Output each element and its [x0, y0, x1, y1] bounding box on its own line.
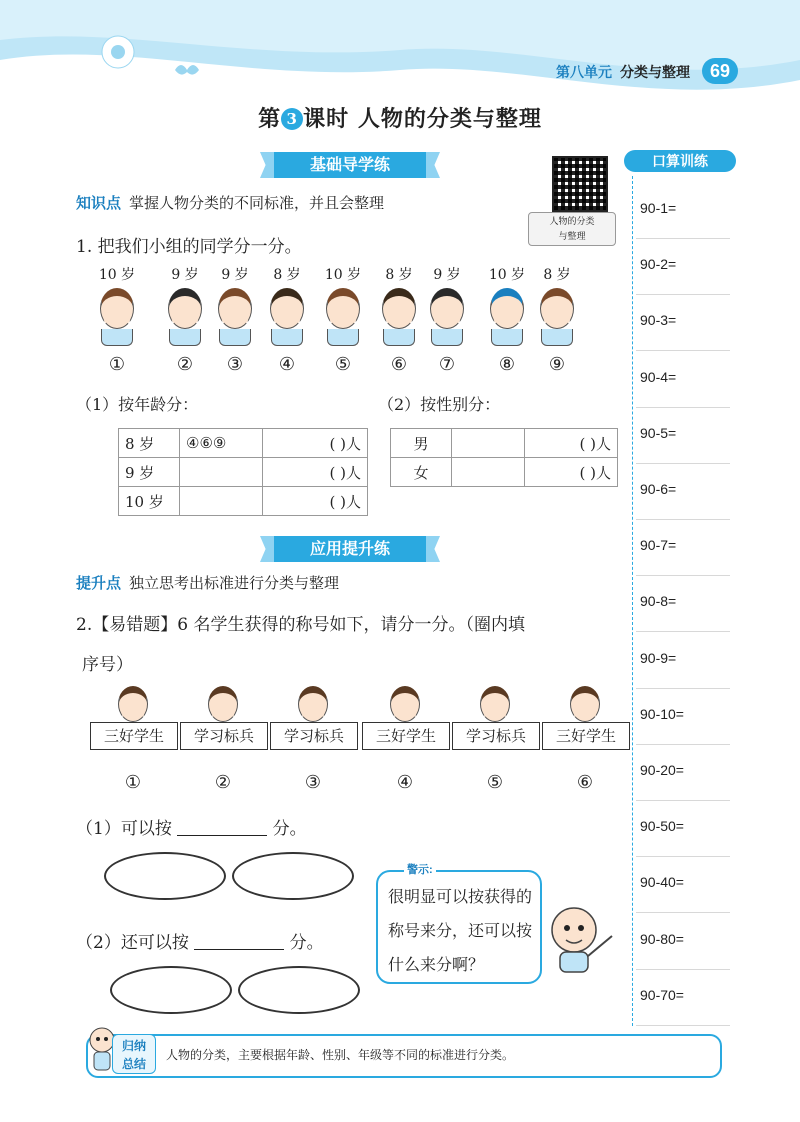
answer-oval-1[interactable] — [104, 852, 226, 900]
student-face-icon — [208, 686, 238, 722]
child-number: ② — [176, 354, 194, 375]
q1-sub1: （1）按年龄分： — [76, 395, 199, 414]
answer-rule — [636, 350, 730, 351]
honor-label: 学习标兵 — [180, 722, 268, 750]
student-figure — [118, 686, 148, 720]
knowledge-point-tag: 知识点 — [76, 195, 122, 212]
page-title — [0, 102, 800, 133]
q2-sub2 — [76, 928, 324, 953]
q2-sub2-suffix: 分。 — [289, 933, 324, 953]
mental-math-item[interactable]: 90-70= — [640, 986, 684, 1003]
gender-count[interactable]: ( )人 — [525, 458, 618, 487]
q1-sub2: （2）按性别分： — [378, 395, 501, 414]
knowledge-point — [76, 192, 384, 213]
student-number: ③ — [304, 772, 322, 793]
answer-rule — [636, 688, 730, 689]
honor-label: 学习标兵 — [452, 722, 540, 750]
honor-label: 三好学生 — [542, 722, 630, 750]
mental-math-item[interactable]: 90-8= — [640, 593, 677, 610]
age-label: 9 岁 — [119, 458, 180, 487]
answer-blank-2[interactable] — [194, 931, 284, 950]
gender-table — [390, 428, 618, 487]
child-figure — [92, 264, 142, 375]
student-number: ⑥ — [576, 772, 594, 793]
title-prefix: 第 — [258, 106, 282, 132]
child-face-icon — [540, 288, 574, 329]
q2-sub2-prefix: （2）还可以按 — [76, 933, 189, 953]
child-figure — [482, 264, 532, 375]
mental-math-item[interactable]: 90-3= — [640, 312, 677, 329]
answer-rule — [636, 800, 730, 801]
gender-row — [391, 458, 618, 487]
summary-tag-line1: 归纳 — [121, 1039, 146, 1053]
child-number: ⑨ — [548, 354, 566, 375]
child-number: ③ — [226, 354, 244, 375]
child-age: 10 岁 — [98, 267, 136, 283]
mental-math-item[interactable]: 90-6= — [640, 481, 677, 497]
question-1-text: 1. 把我们小组的同学分一分。 — [76, 237, 302, 257]
age-table — [118, 428, 368, 516]
unit-topic: 分类与整理 — [620, 65, 690, 81]
question-2-line2: 序号） — [82, 655, 133, 675]
answer-rule — [636, 575, 730, 576]
mental-math-item[interactable]: 90-5= — [640, 424, 677, 441]
mental-math-item[interactable]: 90-80= — [640, 930, 684, 947]
age-members[interactable] — [180, 458, 263, 487]
age-members[interactable] — [180, 487, 263, 516]
mental-math-item[interactable]: 90-7= — [640, 537, 677, 554]
mental-math-item[interactable]: 90-40= — [640, 874, 684, 891]
child-body — [271, 329, 303, 346]
student-number: ① — [124, 772, 142, 793]
child-face-icon — [270, 288, 304, 329]
child-face-icon — [168, 288, 202, 329]
child-age: 9 岁 — [433, 267, 461, 283]
student-figure — [570, 686, 600, 720]
answer-rule — [636, 238, 730, 239]
mental-math-item[interactable]: 90-50= — [640, 818, 684, 835]
child-face-icon — [100, 288, 134, 329]
improve-point — [76, 572, 339, 593]
child-body — [541, 329, 573, 346]
question-2-line1: 2.【易错题】6 名学生获得的称号如下，请分一分。（圈内填 — [76, 615, 525, 635]
gender-members[interactable] — [452, 458, 525, 487]
honor-label: 三好学生 — [362, 722, 450, 750]
gender-label: 女 — [391, 458, 452, 487]
student-number: ② — [214, 772, 232, 793]
answer-rule — [636, 1025, 730, 1026]
column-divider — [632, 176, 633, 1026]
answer-oval-2[interactable] — [232, 852, 354, 900]
student-figure — [208, 686, 238, 720]
lesson-number: 3 — [281, 108, 303, 130]
section-banner-apply: 应用提升练 — [270, 536, 430, 562]
age-members[interactable]: ④⑥⑨ — [180, 429, 263, 458]
gender-row — [391, 429, 618, 458]
honor-label: 三好学生 — [90, 722, 178, 750]
student-figure — [390, 686, 420, 720]
student-figure — [298, 686, 328, 720]
q2-sub1-suffix: 分。 — [272, 819, 307, 839]
answer-rule — [636, 912, 730, 913]
child-age: 10 岁 — [488, 267, 526, 283]
tip-text: 很明显可以按获得的称号来分，还可以按什么来分啊？ — [388, 887, 533, 974]
student-face-icon — [298, 686, 328, 722]
q2-sub1-prefix: （1）可以按 — [76, 819, 172, 839]
child-figure — [160, 264, 210, 375]
child-body — [431, 329, 463, 346]
mental-math-item[interactable]: 90-2= — [640, 256, 677, 273]
answer-rule — [636, 407, 730, 408]
child-figure — [210, 264, 260, 375]
child-number: ① — [108, 354, 126, 375]
child-body — [327, 329, 359, 346]
answer-rule — [636, 856, 730, 857]
child-body — [101, 329, 133, 346]
child-age: 9 岁 — [221, 267, 249, 283]
tip-title: 警示: — [404, 861, 436, 877]
child-age: 8 岁 — [385, 267, 413, 283]
improve-point-text: 独立思考出标准进行分类与整理 — [129, 574, 340, 592]
qr-code[interactable] — [552, 156, 608, 212]
summary-tag — [112, 1034, 156, 1074]
child-body — [169, 329, 201, 346]
answer-oval-4[interactable] — [238, 966, 360, 1014]
gender-label: 男 — [391, 429, 452, 458]
child-age: 8 岁 — [273, 267, 301, 283]
teacher-cartoon — [546, 900, 616, 980]
child-figure — [374, 264, 424, 375]
age-row — [119, 487, 368, 516]
child-age: 10 岁 — [324, 267, 362, 283]
age-row — [119, 429, 368, 458]
student-face-icon — [570, 686, 600, 722]
age-label: 8 岁 — [119, 429, 180, 458]
child-age: 8 岁 — [543, 267, 571, 283]
child-number: ④ — [278, 354, 296, 375]
child-body — [383, 329, 415, 346]
student-face-icon — [118, 686, 148, 722]
answer-oval-3[interactable] — [110, 966, 232, 1014]
answer-blank-1[interactable] — [177, 817, 267, 836]
child-age: 9 岁 — [171, 267, 199, 283]
child-body — [219, 329, 251, 346]
mental-math-item[interactable]: 90-20= — [640, 762, 684, 778]
child-face-icon — [382, 288, 416, 329]
improve-point-tag: 提升点 — [76, 575, 122, 592]
student-face-icon — [480, 686, 510, 722]
page-number: 69 — [702, 58, 738, 84]
child-number: ⑤ — [334, 354, 352, 375]
age-count[interactable]: ( )人 — [263, 487, 368, 516]
answer-rule — [636, 294, 730, 295]
age-label: 10 岁 — [119, 487, 180, 516]
q2-sub1 — [76, 814, 307, 839]
answer-rule — [636, 969, 730, 970]
child-face-icon — [430, 288, 464, 329]
child-number: ⑥ — [390, 354, 408, 375]
child-figure — [262, 264, 312, 375]
child-figure — [422, 264, 472, 375]
child-body — [491, 329, 523, 346]
summary-text: 人物的分类，主要根据年龄、性别、年级等不同的标准进行分类。 — [166, 1048, 515, 1062]
knowledge-point-text: 掌握人物分类的不同标准，并且会整理 — [129, 194, 385, 212]
child-face-icon — [490, 288, 524, 329]
answer-rule — [636, 463, 730, 464]
student-number: ④ — [396, 772, 414, 793]
mental-math-item[interactable]: 90-10= — [640, 705, 684, 722]
mental-math-header: 口算训练 — [624, 150, 736, 172]
qr-label-line2: 与整理 — [558, 232, 586, 242]
section-banner-basic: 基础导学练 — [270, 152, 430, 178]
student-figure — [480, 686, 510, 720]
mental-math-item[interactable]: 90-9= — [640, 649, 677, 666]
student-face-icon — [390, 686, 420, 722]
age-count[interactable]: ( )人 — [263, 458, 368, 487]
child-number: ⑧ — [498, 354, 516, 375]
gender-members[interactable] — [452, 429, 525, 458]
child-figure — [318, 264, 368, 375]
student-number: ⑤ — [486, 772, 504, 793]
unit-label — [556, 62, 690, 82]
answer-rule — [636, 519, 730, 520]
unit-name: 第八单元 — [556, 65, 612, 81]
title-text: 课时 人物的分类与整理 — [303, 106, 542, 132]
qr-label — [528, 212, 616, 246]
qr-label-line1: 人物的分类 — [549, 217, 595, 227]
child-number: ⑦ — [438, 354, 456, 375]
age-count[interactable]: ( )人 — [263, 429, 368, 458]
mental-math-item[interactable]: 90-1= — [640, 200, 677, 216]
honor-label: 学习标兵 — [270, 722, 358, 750]
child-face-icon — [218, 288, 252, 329]
mental-math-item[interactable]: 90-4= — [640, 368, 677, 385]
answer-rule — [636, 744, 730, 745]
gender-count[interactable]: ( )人 — [525, 429, 618, 458]
summary-tag-line2: 总结 — [121, 1057, 146, 1071]
age-row — [119, 458, 368, 487]
child-figure — [532, 264, 582, 375]
answer-rule — [636, 631, 730, 632]
child-face-icon — [326, 288, 360, 329]
